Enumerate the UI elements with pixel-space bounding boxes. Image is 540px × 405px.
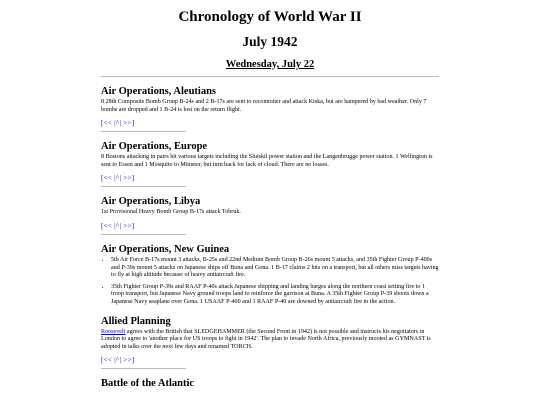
section-nav	[101, 174, 439, 183]
section-title: Battle of the Atlantic	[101, 378, 195, 390]
next-link[interactable]: >>]	[123, 356, 135, 365]
section-title: Air Operations, Aleutians	[101, 86, 217, 97]
list-item: • 5th Air Force B-17s mount 3 attacks, B-25s and 22nd Medium Bomb Group B-26s mount 5 attacks, and 35th Fighter Group P-400s and P-39s mount 5 attacks on Japanese ships off Buna and Gona. 1 B-17 claims 2 hits on a transport, but all others miss targets having to fly at high altitude because of heavy antiaircraft fire.	[111, 257, 439, 280]
section-divider	[101, 131, 186, 132]
section-libya	[101, 196, 439, 235]
section-nav	[101, 356, 439, 365]
prev-link[interactable]: [<<	[101, 119, 113, 128]
list-item: • 35th Fighter Group P-39s and RAAF P-40s attack Japanese shipping and landing barges along the northern coast setting fire to 1 troop transport, but Japanese Navy ground troops land to reinforce the garrison at Buna. A 35th Fighter Group P-39 shoots down a Japanese Navy seaplane over Gona. 1 USAAF P-400 and 1 RAAF P-40 are downed by antiaircraft fire in the action.	[111, 284, 439, 307]
section-text: 8 28th Composite Bomb Group B-24s and 2 B-17s are sent to reconnoiter and attack Kiska, but are hampered by bad weather. Only 7 bombs are dropped and 1 B-24 is lost on the return flight.	[101, 99, 427, 113]
bullet-list	[101, 257, 439, 307]
next-link[interactable]: >>]	[123, 119, 135, 128]
section-title: Allied Planning	[101, 315, 171, 327]
page-title: Chronology of World War II	[178, 9, 362, 25]
section-text: 1st Provisional Heavy Bomb Group B-17s attack Tobruk.	[101, 209, 241, 216]
date-heading: Wednesday, July 22	[225, 59, 315, 70]
section-europe	[101, 141, 439, 187]
section-divider	[101, 234, 186, 235]
next-link[interactable]: >>]	[123, 174, 135, 183]
section-title: Air Operations, New Guinea	[101, 243, 230, 255]
section-allied-planning	[101, 316, 439, 370]
prev-link[interactable]: [<<	[101, 221, 113, 230]
up-link[interactable]: |^|	[114, 221, 122, 230]
section-divider	[101, 368, 186, 369]
section-text: 8 Bostons attacking in pairs hit various targets including the Sluiskil power station and the Langenbrugge power station. 1 Wellington is sent to Essen and 1 Mosquito to Münster, but turn back for lack of cloud. There are no losses.	[101, 154, 433, 168]
prev-link[interactable]: [<<	[101, 174, 113, 183]
section-text	[101, 329, 439, 352]
up-link[interactable]: |^|	[114, 119, 122, 128]
section-text-rest: agrees with the British that SLEDGEHAMMER (the Second Front in 1942) is not possible and instructs his negotiators in London to agree to 'another place for US troops to fight in 1942'. The plan to invade North Africa, previously mooted as GYMNAST is adopted in talks over the next few days and renamed TORCH.	[101, 328, 431, 350]
section-title: Air Operations, Libya	[101, 196, 201, 208]
section-nav	[101, 222, 439, 231]
section-divider	[101, 186, 186, 187]
roosevelt-link[interactable]: Roosevelt	[101, 328, 126, 335]
next-link[interactable]: >>]	[123, 221, 135, 230]
section-new-guinea	[101, 244, 439, 307]
section-aleutians	[101, 86, 439, 132]
section-atlantic	[101, 378, 439, 390]
section-nav	[101, 119, 439, 128]
up-link[interactable]: |^|	[114, 174, 122, 183]
top-divider	[101, 76, 439, 77]
up-link[interactable]: |^|	[114, 356, 122, 365]
month-heading: July 1942	[242, 34, 298, 49]
section-title: Air Operations, Europe	[101, 141, 208, 153]
content	[101, 86, 439, 399]
prev-link[interactable]: [<<	[101, 356, 113, 365]
